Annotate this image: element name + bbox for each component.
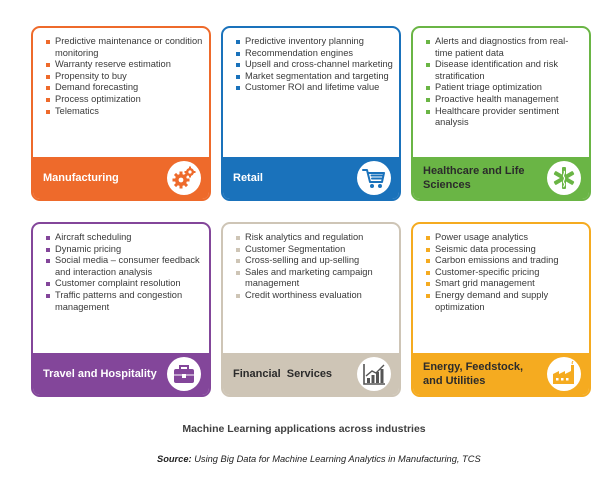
- card-manufacturing: [31, 26, 211, 201]
- list-item: Process optimization: [46, 94, 203, 106]
- list-item: Carbon emissions and trading: [426, 255, 583, 267]
- list-item: Dynamic pricing: [46, 244, 203, 256]
- list-item: Predictive maintenance or condition monitoring: [46, 36, 203, 59]
- bar-chart-icon: [357, 357, 391, 391]
- list-item: Customer Segmentation: [236, 244, 393, 256]
- list-item: Seismic data processing: [426, 244, 583, 256]
- list-item: Aircraft scheduling: [46, 232, 203, 244]
- list-item: Social media – consumer feedback and interaction analysis: [46, 255, 203, 278]
- list-item: Customer-specific pricing: [426, 267, 583, 279]
- card-financial: [221, 222, 401, 397]
- shopping-cart-icon: [357, 161, 391, 195]
- list-item: Alerts and diagnostics from real-time patient data: [426, 36, 583, 59]
- list-item: Energy demand and supply optimization: [426, 290, 583, 313]
- manufacturing-label: Manufacturing: [43, 172, 119, 184]
- travel-list: [33, 224, 209, 313]
- card-travel: [31, 222, 211, 397]
- list-item: Customer complaint resolution: [46, 278, 203, 290]
- list-item: Predictive inventory planning: [236, 36, 393, 48]
- figure-caption: Machine Learning applications across industries: [182, 423, 426, 435]
- list-item: Warranty reserve estimation: [46, 59, 203, 71]
- source-note: [157, 454, 481, 464]
- financial-list: [223, 224, 399, 302]
- list-item: Demand forecasting: [46, 82, 203, 94]
- travel-label: Travel and Hospitality: [43, 368, 157, 380]
- retail-list: [223, 28, 399, 94]
- list-item: Market segmentation and targeting: [236, 71, 393, 83]
- list-item: Traffic patterns and congestion management: [46, 290, 203, 313]
- list-item: Proactive health management: [426, 94, 583, 106]
- energy-label: Energy, Feedstock, and Utilities: [423, 361, 524, 387]
- factory-icon: [547, 357, 581, 391]
- list-item: Risk analytics and regulation: [236, 232, 393, 244]
- energy-band: [413, 353, 589, 395]
- list-item: Power usage analytics: [426, 232, 583, 244]
- retail-band: [223, 157, 399, 199]
- card-healthcare: [411, 26, 591, 201]
- list-item: Sales and marketing campaign management: [236, 267, 393, 290]
- list-item: Upsell and cross-channel marketing: [236, 59, 393, 71]
- financial-label: Financial Services: [233, 368, 333, 380]
- healthcare-label: Healthcare and Life Sciences: [423, 165, 525, 191]
- gears-icon: [167, 161, 201, 195]
- list-item: Telematics: [46, 106, 203, 118]
- list-item: Recommendation engines: [236, 48, 393, 60]
- source-label: Source:: [157, 454, 192, 464]
- list-item: Credit worthiness evaluation: [236, 290, 393, 302]
- list-item: Smart grid management: [426, 278, 583, 290]
- list-item: Healthcare provider sentiment analysis: [426, 106, 583, 129]
- manufacturing-band: [33, 157, 209, 199]
- briefcase-icon: [167, 357, 201, 391]
- manufacturing-list: [33, 28, 209, 117]
- source-text: Using Big Data for Machine Learning Analytics in Manufacturing, TCS: [191, 454, 481, 464]
- list-item: Patient triage optimization: [426, 82, 583, 94]
- healthcare-band: [413, 157, 589, 199]
- card-retail: [221, 26, 401, 201]
- financial-band: [223, 353, 399, 395]
- card-energy: [411, 222, 591, 397]
- retail-label: Retail: [233, 172, 263, 184]
- energy-list: [413, 224, 589, 313]
- healthcare-list: [413, 28, 589, 129]
- list-item: Cross-selling and up-selling: [236, 255, 393, 267]
- medical-star-icon: [547, 161, 581, 195]
- list-item: Disease identification and risk stratification: [426, 59, 583, 82]
- list-item: Customer ROI and lifetime value: [236, 82, 393, 94]
- travel-band: [33, 353, 209, 395]
- list-item: Propensity to buy: [46, 71, 203, 83]
